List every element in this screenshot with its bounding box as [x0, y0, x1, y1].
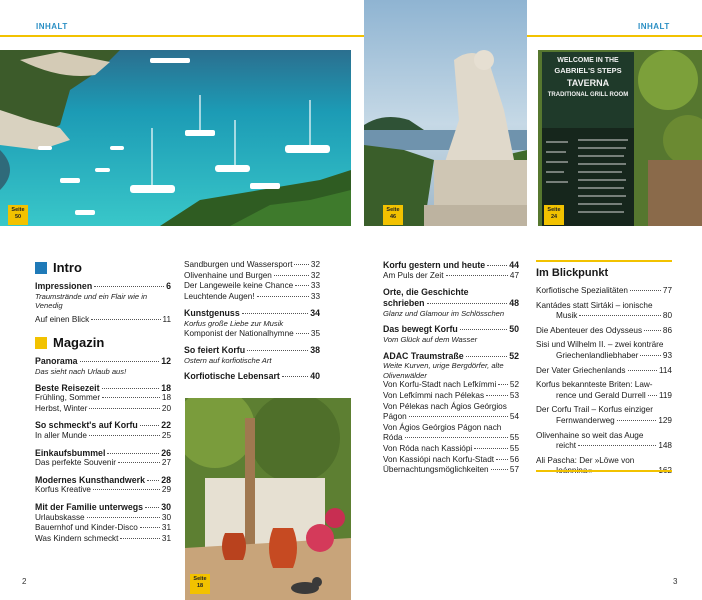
blickpunkt-box	[536, 267, 672, 481]
blick-entry-2[interactable]: Kantádes statt Sirtáki – ionische Musik 80	[536, 300, 672, 321]
photo-courtyard	[185, 398, 351, 600]
blick-entry-4[interactable]: Sisi und Wilhelm II. – zwei konträre Griechenlandliebhaber 93	[536, 340, 672, 360]
page-badge-courtyard: Seite 18	[190, 574, 210, 594]
page-number-left: 2	[22, 577, 27, 586]
intro-square	[35, 262, 47, 274]
toc-column-2	[184, 260, 320, 386]
toc-entry-panorama[interactable]: Panorama 12 Das sieht nach Urlaub aus!	[35, 356, 171, 376]
toc-entry-familie[interactable]: Mit der Familie unterwegs 30 Urlaubskasse 30 Bauernhof und Kinder-Disco 31 Was Kindern schmeckt 31	[35, 501, 171, 543]
blickpunkt-heading: Im Blickpunkt	[536, 267, 609, 279]
header-rule-left	[0, 35, 364, 37]
toc-entry-adac[interactable]: ADAC Traumstraße 52 Weite Kurven, urige Bergdörfer, alte Olivenwälder Von Korfu-Stadt nach Lefkímmi 52 Von Lefkímmi nach Pélekas 53 Von Pélekas nach Ágios Geórgios Págon 54 Von Ágios Geórgios Págon nach Róda 55 Von Róda nach Kassiópi 55 Von Kassiópi nach Korfu-Stadt 56 Übernachtungsmöglichkeiten 57	[383, 350, 519, 475]
sign-line-1: WELCOME IN THE	[557, 57, 619, 64]
header-right: INHALT	[638, 22, 670, 31]
photo-bay	[0, 50, 351, 226]
page-number-right: 3	[673, 577, 678, 586]
toc-column-3	[383, 260, 519, 480]
page-badge-bay: Seite 50	[8, 205, 28, 225]
toc-entry-kunstgenuss[interactable]: Kunstgenuss 34 Korfus große Liebe zur Musik Komponist der Nationalhymne 35	[184, 308, 320, 338]
blickpunkt-rule-bottom	[536, 470, 672, 472]
toc-entry-orte[interactable]: Orte, die Geschichte schrieben 48 Glanz und Glamour im Schlösschen	[383, 287, 519, 318]
toc-entry-impressionen[interactable]: Impressionen 6 Traumstrände und ein Flair wie in Venedig	[35, 281, 171, 311]
section-intro: Intro	[35, 260, 171, 275]
page-badge-statue: Seite 46	[383, 205, 403, 225]
photo-taverna	[538, 50, 702, 226]
blick-entry-7[interactable]: Der Corfu Trail – Korfus einziger Fernwanderweg 129	[536, 405, 672, 425]
toc-entry-lebensart[interactable]: Korfiotische Lebensart 40	[184, 371, 320, 382]
section-magazin: Magazin	[35, 335, 171, 350]
toc-entry-gestern[interactable]: Korfu gestern und heute 44 Am Puls der Zeit 47	[383, 260, 519, 280]
blick-entry-3[interactable]: Die Abenteuer des Odysseus 86	[536, 325, 672, 335]
blick-entry-5[interactable]: Der Vater Griechenlands 114	[536, 365, 672, 375]
blick-entry-8[interactable]: Olivenhaine so weit das Auge reicht 148	[536, 430, 672, 451]
toc-entry-so-feiert[interactable]: So feiert Korfu 38 Ostern auf korfiotische Art	[184, 345, 320, 365]
sign-line-4: TRADITIONAL GRILL ROOM	[547, 92, 629, 98]
page-badge-taverna: Seite 24	[544, 205, 564, 225]
toc-column-1	[35, 260, 171, 548]
photo-statue	[364, 0, 527, 226]
sign-line-2: GABRIEL'S STEPS	[554, 66, 622, 75]
blick-entry-9[interactable]: Ali Pascha: Der »Löwe von	[536, 456, 672, 477]
toc-entry-so-schmeckts[interactable]: So schmeckt's auf Korfu 22 In aller Munde 25	[35, 420, 171, 440]
toc-entry-auf-einen-blick[interactable]: Auf einen Blick 11	[35, 314, 171, 324]
header-rule-right	[527, 35, 702, 37]
blickpunkt-rule-top	[536, 260, 672, 262]
toc-entry-einkaufsbummel[interactable]: Einkaufsbummel 26 Das perfekte Souvenir 27	[35, 447, 171, 468]
toc-entry-bewegt[interactable]: Das bewegt Korfu 50 Vom Glück auf dem Wasser	[383, 324, 519, 344]
sign-line-3: TAVERNA	[566, 78, 610, 88]
toc-entry-kunsthandwerk[interactable]: Modernes Kunsthandwerk 28 Korfus Kreative 29	[35, 474, 171, 495]
toc-entry-beste-reisezeit[interactable]: Beste Reisezeit 18 Frühling, Sommer 18 Herbst, Winter 20	[35, 382, 171, 413]
blick-entry-6[interactable]: Korfus bekannteste Briten: Law- rence und Gerald Durrell 119	[536, 380, 672, 400]
header-left: INHALT	[36, 22, 68, 31]
toc-entry-familie-cont[interactable]: Sandburgen und Wassersport 32 Olivenhaine und Burgen 32 Der Langeweile keine Chance 33 Leuchtende Augen! 33	[184, 260, 320, 301]
blick-entry-1[interactable]: Korfiotische Spezialitäten 77	[536, 286, 672, 295]
